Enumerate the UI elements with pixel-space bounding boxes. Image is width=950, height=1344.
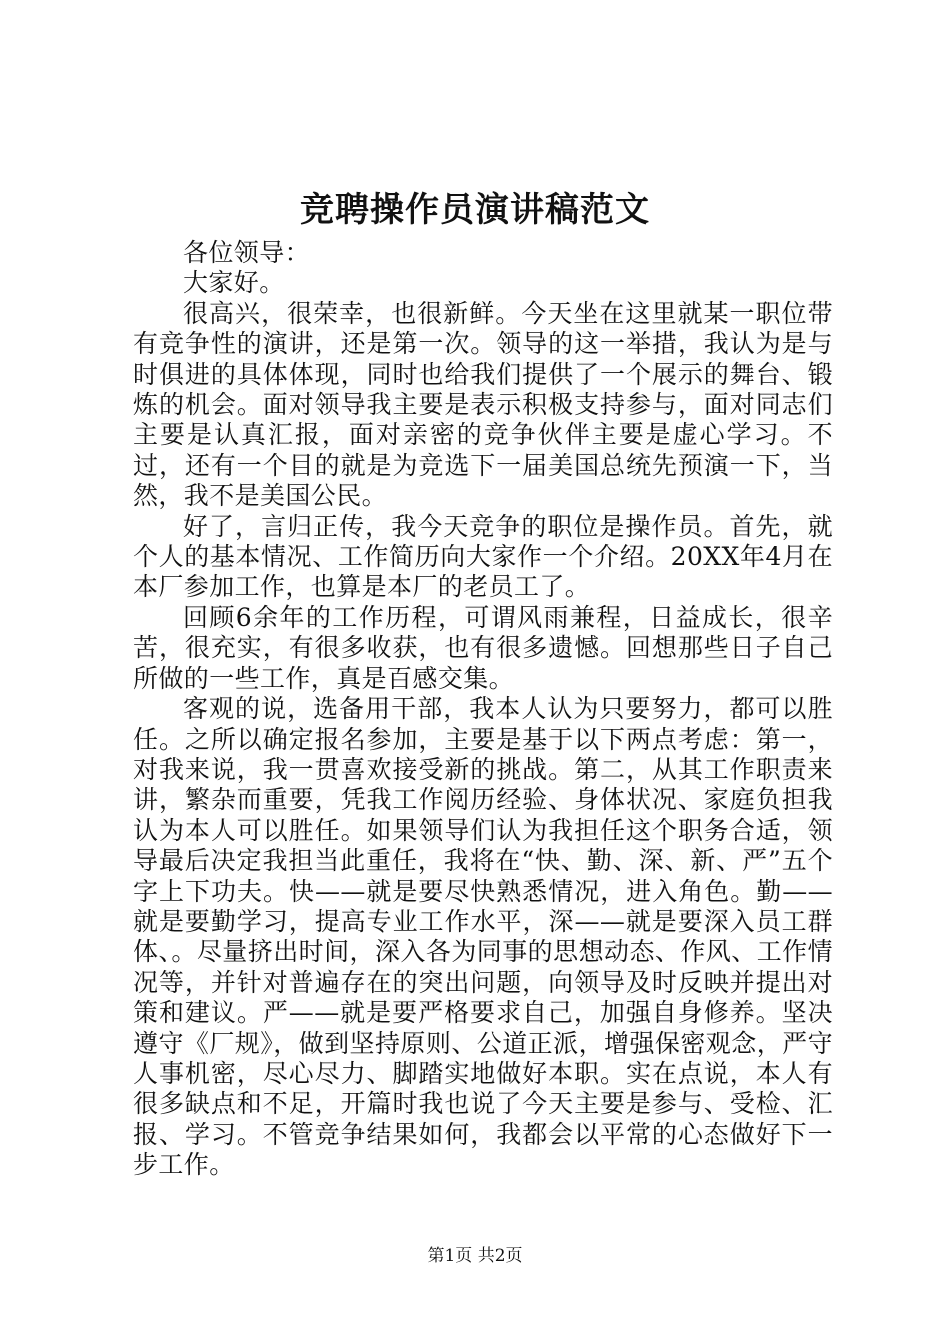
greeting: 大家好。 — [183, 268, 285, 298]
paragraph-review: 回顾6余年的工作历程，可谓风雨兼程，日益成长，很辛苦，很充实，有很多收获，也有很多遗憾。回想那些日子自己所做的一些工作，真是百感交集。 — [133, 602, 833, 693]
paragraph-plan: 客观的说，选备用干部，我本人认为只要努力，都可以胜任。之所以确定报名参加，主要是基于以下两点考虑：第一，对我来说，我一贯喜欢接受新的挑战。第二，从其工作职责来讲，繁杂而重要，凭我工作阅历经验、身体状况、家庭负担我认为本人可以胜任。如果领导们认为我担任这个职务合适，领导最后决定我担当此重任，我将在“快、勤、深、新、严”五个字上下功夫。快——就是要尽快熟悉情况，进入角色。勤——就是要勤学习，提高专业工作水平，深——就是要深入员工群体、。尽量挤出时间，深入各为同事的思想动态、作风、工作情况等，并针对普遍存在的突出问题，向领导及时反映并提出对策和建议。严——就是要严格要求自己，加强自身修养。坚决遵守《厂规》，做到坚持原则、公道正派，增强保密观念，严守人事机密，尽心尽力、脚踏实地做好本职。实在点说，本人有很多缺点和不足，开篇时我也说了今天主要是参与、受检、汇报、学习。不管竞争结果如何，我都会以平常的心态做好下一步工作。 — [133, 694, 833, 1180]
salutation: 各位领导： — [183, 238, 311, 267]
page-footer: 第1页 共2页 — [427, 1246, 523, 1266]
paragraph-intro: 很高兴，很荣幸，也很新鲜。今天坐在这里就某一职位带有竞争性的演讲，还是第一次。领导的这一举措，我认为是与时俱进的具体体现，同时也给我们提供了一个展示的舞台、锻炼的机会。面对领导我主要是表示积极支持参与，面对同志们主要是认真汇报，面对亲密的竞争伙伴主要是虚心学习。不过，还有一个目的就是为竞选下一届美国总统先预演一下，当然，我不是美国公民。 — [133, 298, 833, 511]
document-body — [133, 238, 833, 1181]
paragraph-position: 好了，言归正传，我今天竞争的职位是操作员。首先，就个人的基本情况、工作简历向大家作一个介绍。20XX年4月在本厂参加工作，也算是本厂的老员工了。 — [133, 511, 833, 602]
document-title: 竞聘操作员演讲稿范文 — [300, 190, 650, 230]
